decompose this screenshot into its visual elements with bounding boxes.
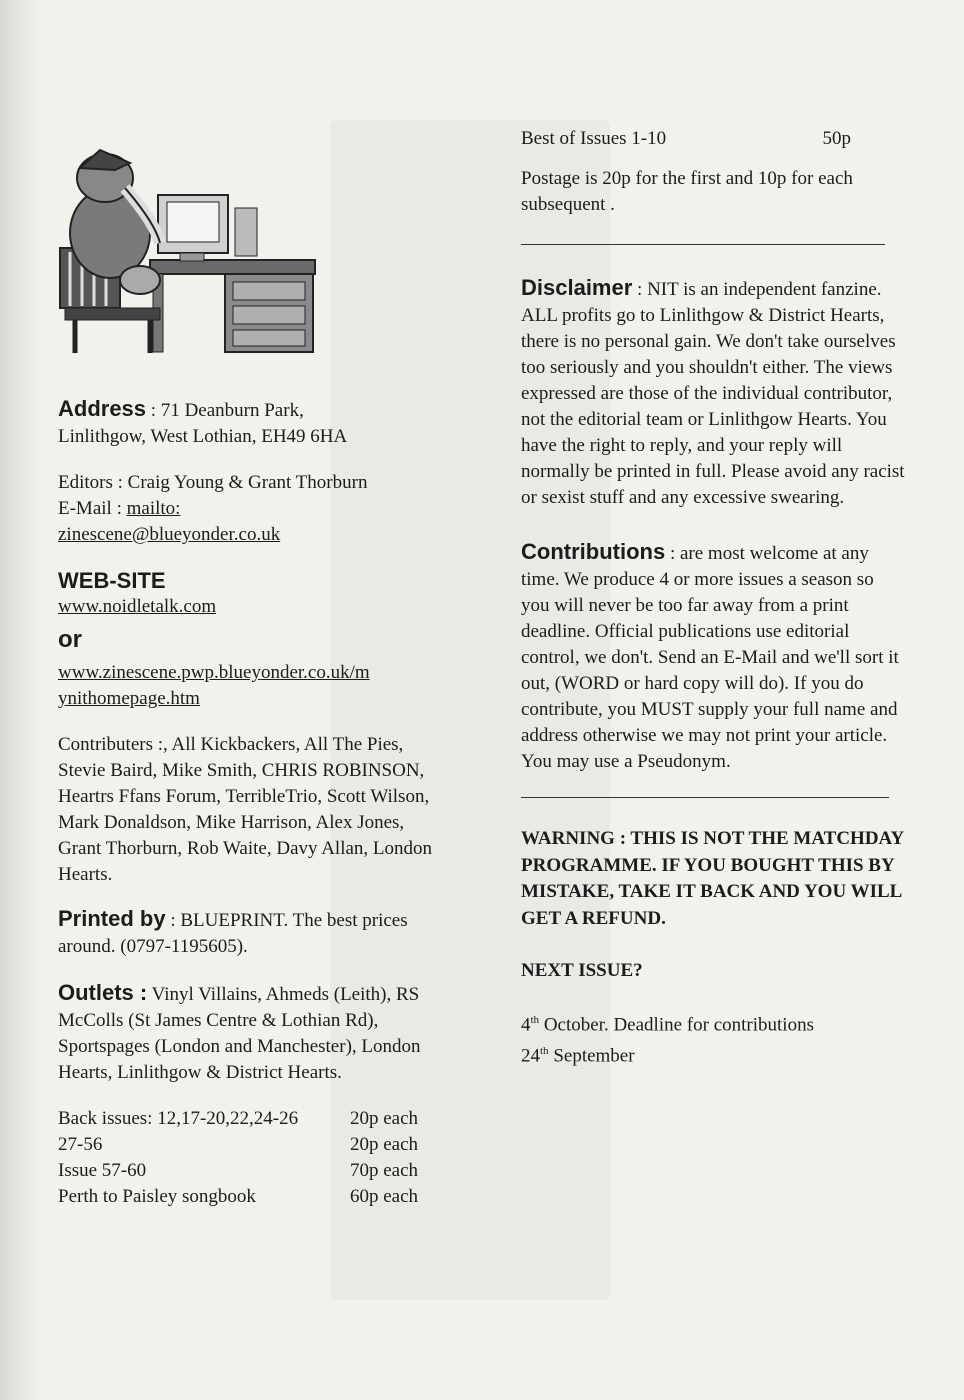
back-issue-label: Back issues: 12,17-20,22,24-26	[58, 1108, 299, 1129]
next-issue-text	[521, 1007, 906, 1070]
back-issue-price: 70p each	[350, 1160, 419, 1181]
left-column	[58, 128, 450, 1210]
contributions-text: : are most welcome at any time. We produce 4 or more issues a season so you will never be too far away from a print deadline. Official publications use editorial control, we don't. Send an E-Mail and we'll sort it out, (WORD or hard copy will do). If you do contribute, you MUST supply your full name and address otherwise we may not print your article. You may use a Pseudonym.	[521, 543, 899, 772]
outlets-text: Vinyl Villains, Ahmeds (Leith), RS McColls (St James Centre & Lothian Rd), Sportspages (London and Manchester), London Hearts, Linlithgow & District Hearts.	[58, 984, 421, 1083]
next-issue-sup1: th	[530, 1013, 540, 1026]
printed-by-label: Printed by	[58, 906, 166, 931]
back-issue-price: 20p each	[350, 1134, 419, 1155]
disclaimer-label: Disclaimer	[521, 275, 633, 300]
contributions-block	[521, 539, 906, 775]
postage-text: Postage is 20p for the first and 10p for each subsequent .	[521, 168, 853, 215]
divider	[521, 244, 885, 245]
address-line1: : 71 Deanburn Park,	[146, 400, 304, 421]
table-row	[58, 1132, 418, 1158]
address-line2: Linlithgow, West Lothian, EH49 6HA	[58, 426, 348, 447]
back-issue-label: 27-56	[58, 1134, 103, 1155]
website-url2-line1[interactable]: www.zinescene.pwp.blueyonder.co.uk/m	[58, 662, 370, 683]
table-row	[58, 1158, 418, 1184]
email-label: E-Mail :	[58, 498, 127, 519]
best-of-row	[521, 126, 851, 152]
website-heading: WEB-SITE	[58, 568, 166, 593]
email-link-line1[interactable]: mailto:	[126, 498, 181, 519]
right-column	[521, 126, 906, 1069]
table-row	[58, 1106, 418, 1132]
website-url1[interactable]: www.noidletalk.com	[58, 596, 217, 617]
best-of-price: 50p	[822, 128, 851, 149]
printed-by-block	[58, 906, 450, 960]
page-edge	[0, 0, 40, 1400]
back-issues-table	[58, 1106, 418, 1210]
outlets-label: Outlets :	[58, 980, 148, 1005]
table-row	[58, 1184, 418, 1210]
address-block	[58, 396, 450, 450]
editors-text: Editors : Craig Young & Grant Thorburn	[58, 472, 368, 493]
website-url2-line2[interactable]: ynithomepage.htm	[58, 688, 200, 709]
next-issue-heading: NEXT ISSUE?	[521, 960, 643, 981]
warning-text: WARNING : THIS IS NOT THE MATCHDAY PROGRAMME. IF YOU BOUGHT THIS BY MISTAKE, TAKE IT BACK AND YOU WILL GET A REFUND.	[521, 828, 904, 929]
email-link-line2[interactable]: zinescene@blueyonder.co.uk	[58, 524, 281, 545]
next-issue-text2: September	[548, 1045, 635, 1067]
website-url2	[58, 660, 450, 712]
divider	[521, 797, 889, 798]
outlets-block	[58, 980, 450, 1086]
disclaimer-block	[521, 275, 906, 511]
next-issue-sup2: th	[540, 1044, 549, 1057]
back-issue-price: 20p each	[350, 1108, 419, 1129]
next-issue-day2: 24	[521, 1045, 540, 1067]
printed-by-text: : BLUEPRINT. The best prices around. (0797-1195605).	[58, 910, 408, 957]
contributors-text: Contributers :, All Kickbackers, All The Pies, Stevie Baird, Mike Smith, CHRIS ROBINSON, Heartrs Ffans Forum, TerribleTrio, Scott Wilson, Mark Donaldson, Mike Harrison, Alex Jones, Grant Thorburn, Rob Waite, Davy Allan, London Hearts.	[58, 734, 433, 885]
next-issue-day: 4	[521, 1013, 531, 1035]
contributions-label: Contributions	[521, 539, 666, 564]
next-issue-text1: October. Deadline for contributions	[539, 1013, 814, 1035]
or-text: or	[58, 626, 82, 653]
back-issue-label: Perth to Paisley songbook	[58, 1186, 256, 1207]
editors-block	[58, 470, 450, 548]
back-issue-label: Issue 57-60	[58, 1160, 147, 1181]
disclaimer-text: : NIT is an independent fanzine. ALL profits go to Linlithgow & District Hearts, there is no personal gain. We don't take ourselves too seriously and you shouldn't either. The views expressed are those of the individual contributor, not the editorial team or Linlithgow Hearts. You have the right to reply, and your reply will normally be printed in full. Please avoid any racist or sexist stuff and any excessive swearing.	[521, 279, 905, 508]
back-issue-price: 60p each	[350, 1186, 419, 1207]
address-label: Address	[58, 396, 147, 421]
best-of-label: Best of Issues 1-10	[521, 128, 667, 149]
